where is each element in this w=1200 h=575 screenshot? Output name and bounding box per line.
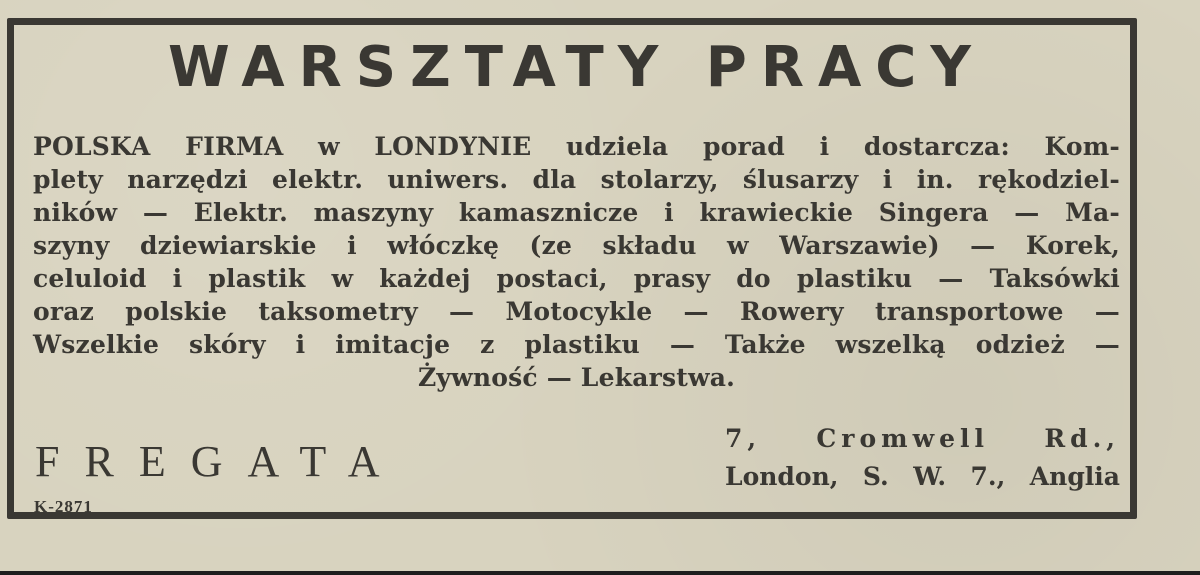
body-line: oraz polskie taksometry — Motocykle — Rowery transportowe — <box>33 297 1120 326</box>
ad-body-text <box>33 130 1120 394</box>
ad-headline: WARSZTATY PRACY <box>168 35 985 100</box>
body-line: plety narzędzi elektr. uniwers. dla stolarzy, ślusarzy i in. rękodziel- <box>33 165 1120 194</box>
reference-code: K-2871 <box>34 497 93 516</box>
body-line: Żywność — Lekarstwa. <box>417 363 736 392</box>
page-bottom-edge <box>0 571 1200 575</box>
body-line: Wszelkie skóry i imitacje z plastiku — Także wszelką odzież — <box>33 330 1120 359</box>
brand-name: FREGATA <box>35 437 405 486</box>
body-line: POLSKA FIRMA w LONDYNIE udziela porad i dostarcza: Kom- <box>33 132 1120 161</box>
company-address <box>725 420 1120 496</box>
body-line: celuloid i plastik w każdej postaci, prasy do plastiku — Taksówki <box>33 264 1120 293</box>
body-line: ników — Elektr. maszyny kamasznicze i krawieckie Singera — Ma- <box>33 198 1120 227</box>
body-line: szyny dziewiarskie i włóczkę (ze składu w Warszawie) — Korek, <box>33 231 1120 260</box>
address-city: London, S. W. 7., Anglia <box>725 462 1120 491</box>
address-street: 7, Cromwell Rd., <box>725 424 1120 453</box>
